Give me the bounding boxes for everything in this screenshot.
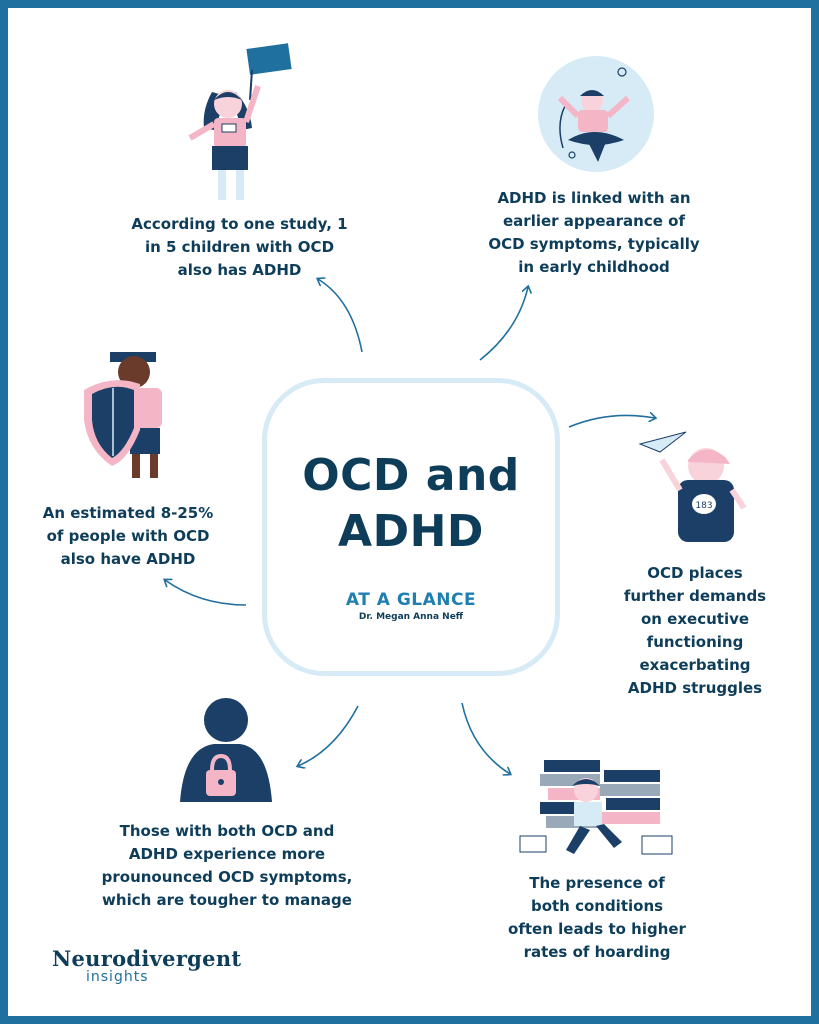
brand-logo	[52, 946, 241, 985]
arrow-to-top-right	[480, 287, 528, 360]
arrow-to-bottom-left	[298, 706, 358, 766]
brand-sub: insights	[86, 969, 149, 985]
fact-hoarding: The presence of both conditions often leads to higher rates of hoarding	[508, 874, 686, 961]
brand-name: Neurodivergent	[52, 946, 242, 971]
girl-with-books-illustration	[520, 760, 672, 854]
arrow-to-left	[165, 580, 246, 605]
girl-with-flag-illustration	[190, 43, 292, 200]
author: Dr. Megan Anna Neff	[358, 612, 464, 622]
arrow-to-right	[569, 415, 655, 427]
fact-one-in-five: According to one study, 1 in 5 children with OCD also has ADHD	[131, 215, 348, 279]
arrow-to-bottom-right	[462, 703, 510, 774]
subtitle: AT A GLANCE	[345, 590, 477, 610]
boy-meditating-illustration	[538, 56, 654, 172]
main-title: OCD and ADHD	[302, 450, 520, 557]
person-with-lock-illustration	[180, 698, 272, 802]
boy-with-paper-plane-illustration	[640, 432, 744, 542]
fact-executive-functioning: OCD places further demands on executive functioning exacerbating ADHD struggles	[623, 564, 767, 697]
shirt-number: 183	[695, 501, 713, 511]
child-with-shield-illustration	[84, 352, 162, 478]
fact-earlier-appearance: ADHD is linked with an earlier appearance of OCD symptoms, typically in early childhood	[488, 189, 700, 276]
fact-prevalence: An estimated 8-25% of people with OCD also have ADHD	[42, 504, 214, 568]
fact-pronounced-symptoms: Those with both OCD and ADHD experience more prounounced OCD symptoms, which are tougher to manage	[101, 822, 353, 909]
arrow-to-top-left	[318, 279, 362, 352]
